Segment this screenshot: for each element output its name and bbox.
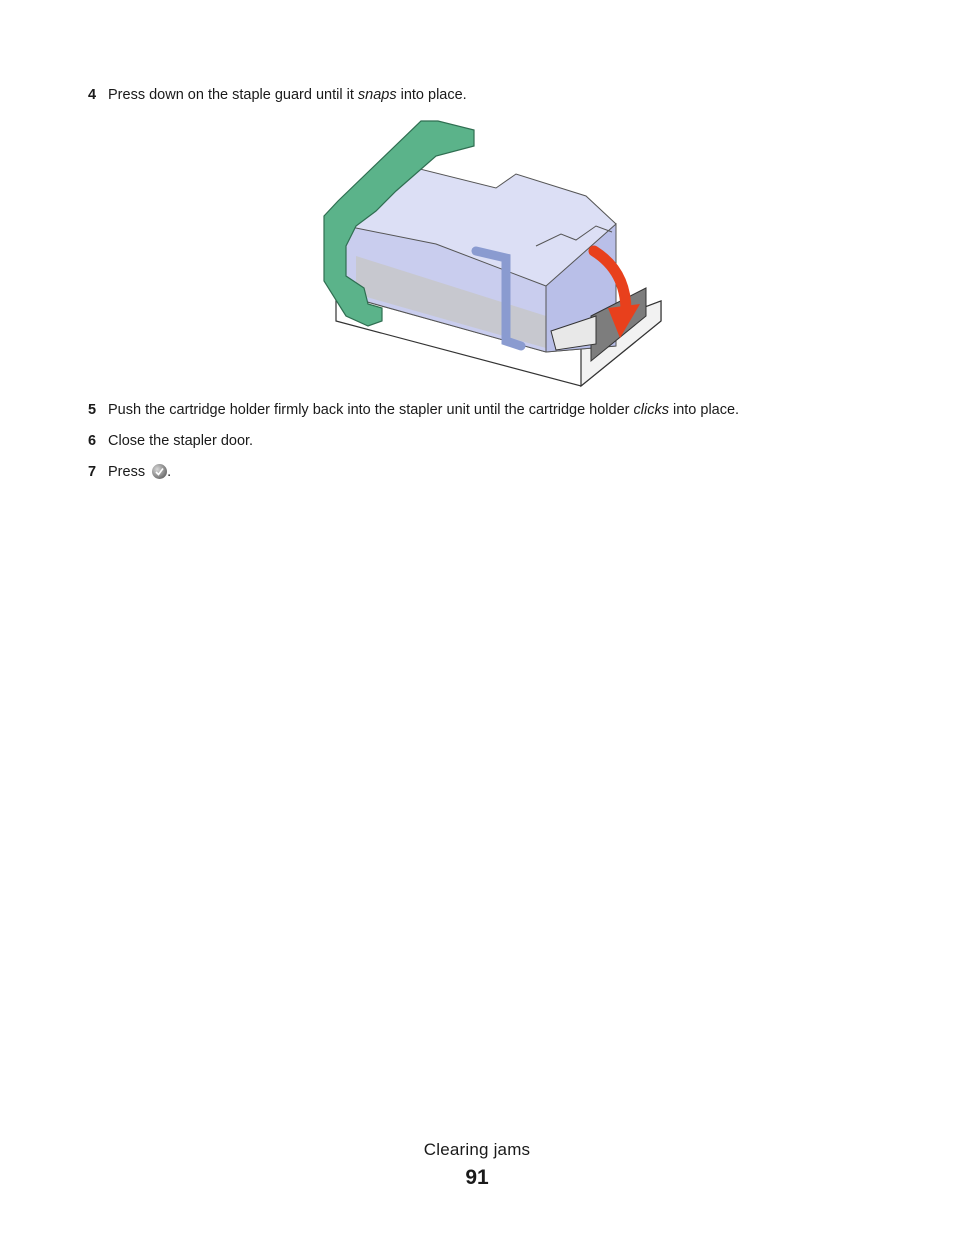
staple-guard-illustration xyxy=(316,116,662,388)
step-emphasis: snaps xyxy=(357,87,397,103)
step-text: Push the cartridge holder firmly back into the stapler unit until the cartridge holder xyxy=(108,402,634,418)
page-number: 91 xyxy=(465,1166,489,1189)
step-6 xyxy=(88,432,253,450)
step-text-end: into place. xyxy=(668,402,740,418)
step-text: Close the stapler door. xyxy=(108,433,254,449)
step-text-end: into place. xyxy=(396,87,467,103)
step-5 xyxy=(88,401,739,419)
step-number: 4 xyxy=(88,87,97,103)
checkmark-select-button-icon xyxy=(152,464,167,479)
step-7 xyxy=(88,463,171,481)
step-4 xyxy=(88,86,467,104)
step-number: 6 xyxy=(88,433,97,449)
step-text: Press xyxy=(108,464,146,480)
step-emphasis: clicks xyxy=(633,402,669,418)
step-number: 7 xyxy=(88,464,97,480)
step-number: 5 xyxy=(88,402,97,418)
step-text: Press down on the staple guard until it xyxy=(108,87,358,103)
step-text-end: . xyxy=(167,464,172,480)
section-title: Clearing jams xyxy=(423,1140,531,1159)
